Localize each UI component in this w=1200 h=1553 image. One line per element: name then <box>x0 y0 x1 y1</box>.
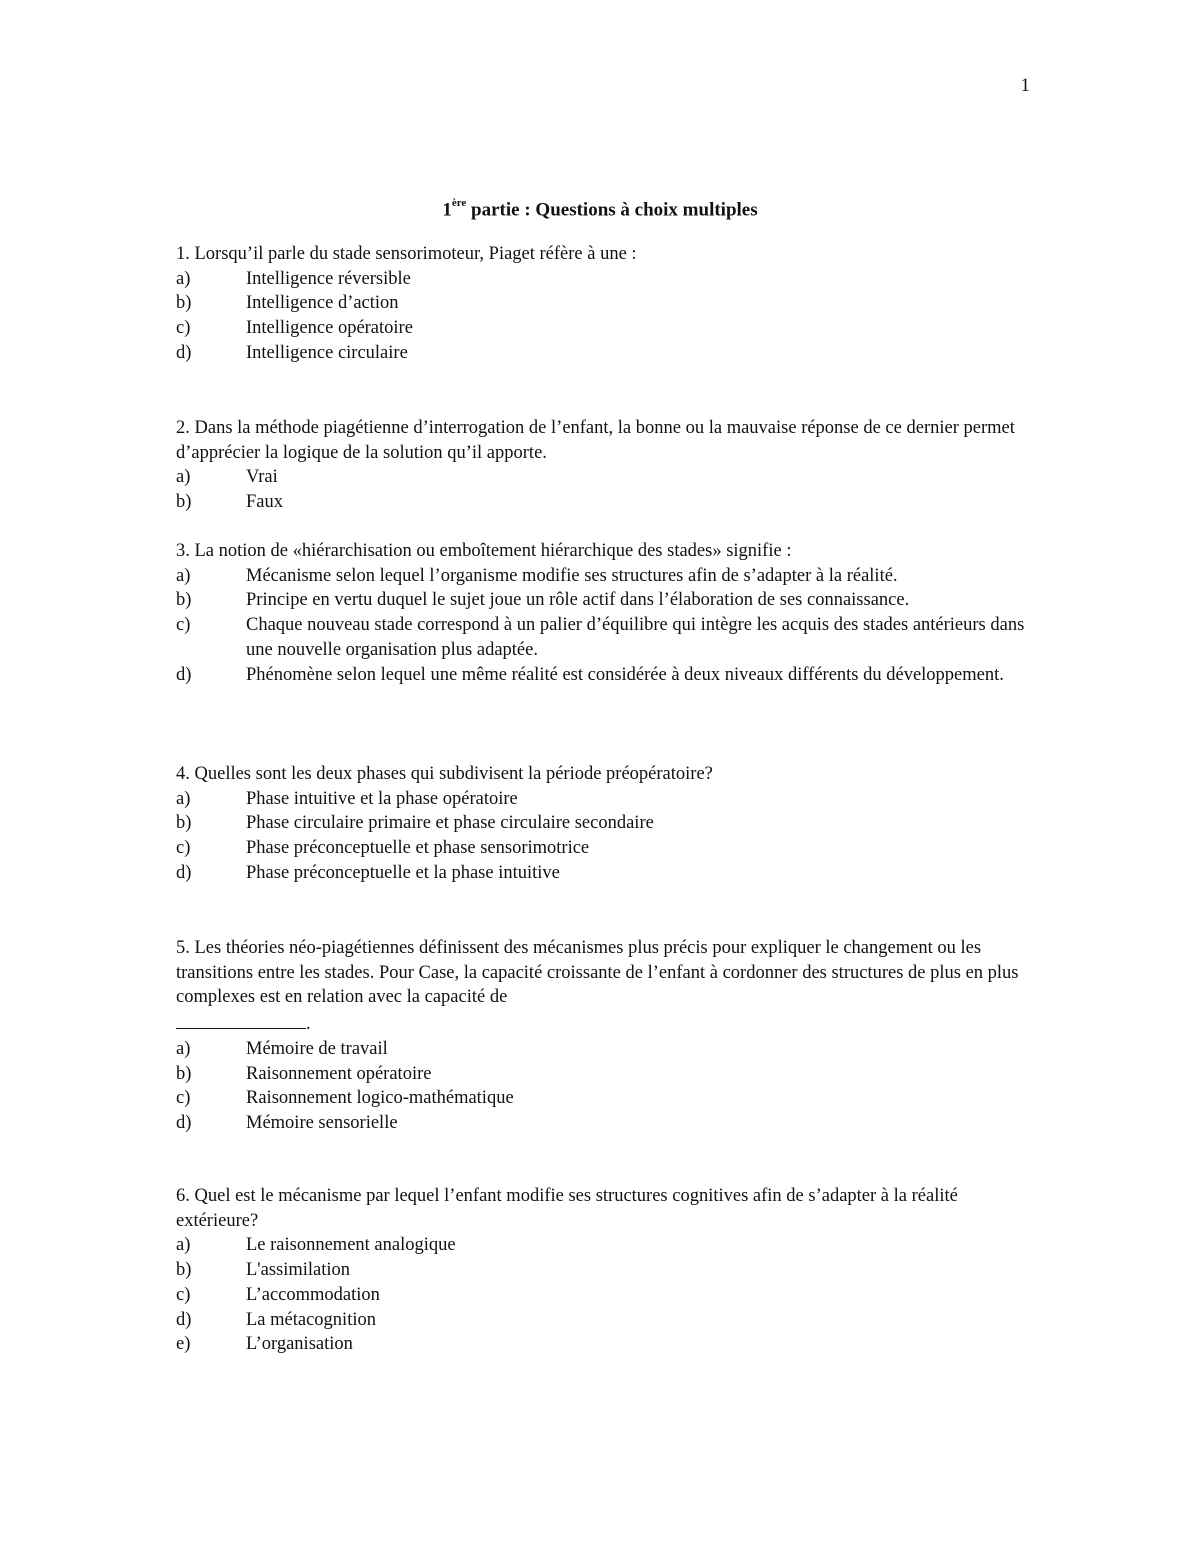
answer-option-d <box>176 1111 1036 1136</box>
question-2 <box>176 416 1036 515</box>
question-4 <box>176 762 1036 886</box>
answer-option-c <box>176 836 1036 861</box>
option-text: La métacognition <box>246 1309 376 1330</box>
option-letter: a) <box>176 268 191 289</box>
heading-superscript: ère <box>451 197 467 209</box>
option-text: Phénomène selon lequel une même réalité est considérée à deux niveaux différents du développement. <box>246 664 1004 685</box>
blank-suffix: . <box>306 1014 311 1035</box>
option-letter: d) <box>176 1112 192 1133</box>
option-letter: b) <box>176 1063 192 1084</box>
page-number: 1 <box>1020 75 1030 96</box>
answer-option-c <box>176 1283 1036 1308</box>
answer-option-b <box>176 811 1036 836</box>
option-letter: b) <box>176 1260 192 1281</box>
option-text: Phase préconceptuelle et phase sensorimotrice <box>246 838 590 859</box>
option-letter: c) <box>176 1088 191 1109</box>
option-text: Phase circulaire primaire et phase circulaire secondaire <box>246 813 654 834</box>
option-letter: a) <box>176 565 191 586</box>
option-letter: c) <box>176 1284 191 1305</box>
answer-option-b <box>176 490 1036 515</box>
answer-option-a <box>176 1037 1036 1062</box>
option-text: Chaque nouveau stade correspond à un palier d’équilibre qui intègre les acquis des stades antérieurs dans une nouvelle organisation plus adaptée. <box>246 615 1025 660</box>
answer-option-e <box>176 1332 1036 1357</box>
answer-option-c <box>176 613 1036 662</box>
option-text: Phase préconceptuelle et la phase intuitive <box>246 862 560 883</box>
option-text: Intelligence circulaire <box>246 342 408 363</box>
option-text: L'assimilation <box>246 1260 351 1281</box>
option-letter: c) <box>176 318 191 339</box>
heading-title: partie : Questions à choix multiples <box>466 199 758 221</box>
option-letter: a) <box>176 1235 191 1256</box>
answer-option-d <box>176 341 1036 366</box>
question-stem: 4. Quelles sont les deux phases qui subdivisent la période préopératoire? <box>176 764 713 784</box>
option-letter: a) <box>176 788 191 809</box>
option-letter: d) <box>176 1309 192 1330</box>
answer-option-a <box>176 267 1036 292</box>
option-letter: c) <box>176 615 191 636</box>
option-letter: c) <box>176 838 191 859</box>
answer-option-b <box>176 291 1036 316</box>
answer-option-b <box>176 1258 1036 1283</box>
heading-number: 1 <box>442 199 452 221</box>
option-letter: a) <box>176 1038 191 1059</box>
question-stem: 6. Quel est le mécanisme par lequel l’enfant modifie ses structures cognitives afin de s’adapter à la réalité extérieure? <box>176 1186 958 1231</box>
option-text: Principe en vertu duquel le sujet joue un rôle actif dans l’élaboration de ses connaissance. <box>246 590 910 611</box>
answer-option-d <box>176 663 1036 688</box>
answer-option-a <box>176 787 1036 812</box>
answer-option-a <box>176 564 1036 589</box>
answer-option-d <box>176 1308 1036 1333</box>
question-6 <box>176 1184 1036 1357</box>
answer-option-c <box>176 316 1036 341</box>
option-text: Intelligence opératoire <box>246 318 413 339</box>
option-letter: d) <box>176 342 192 363</box>
option-text: Phase intuitive et la phase opératoire <box>246 788 518 809</box>
answer-option-a <box>176 1233 1036 1258</box>
option-text: Le raisonnement analogique <box>246 1235 456 1256</box>
option-text: Raisonnement logico-mathématique <box>246 1088 514 1109</box>
question-5 <box>176 936 1036 1136</box>
question-1 <box>176 242 1036 366</box>
fill-in-blank <box>176 1010 306 1029</box>
answer-option-c <box>176 1086 1036 1111</box>
question-stem: 1. Lorsqu’il parle du stade sensorimoteur, Piaget réfère à une : <box>176 244 637 264</box>
option-text: Faux <box>246 492 283 513</box>
answer-option-a <box>176 465 1036 490</box>
option-letter: b) <box>176 813 192 834</box>
option-text: Mécanisme selon lequel l’organisme modifie ses structures afin de s’adapter à la réalité. <box>246 565 898 586</box>
option-text: Mémoire sensorielle <box>246 1112 398 1133</box>
question-stem: 5. Les théories néo-piagétiennes définissent des mécanismes plus précis pour expliquer le changement ou les transitions entre les stades. Pour Case, la capacité croissante de l’enfant à cordonner des structures de plus en plus complexes est en relation avec la capacité de <box>176 938 1019 1008</box>
question-stem: 3. La notion de «hiérarchisation ou emboîtement hiérarchique des stades» signifie : <box>176 541 792 561</box>
option-letter: a) <box>176 467 191 488</box>
option-text: L’accommodation <box>246 1284 380 1305</box>
section-heading <box>0 192 1200 223</box>
option-text: Intelligence réversible <box>246 268 411 289</box>
option-text: Vrai <box>246 467 278 488</box>
option-text: Mémoire de travail <box>246 1038 388 1059</box>
option-letter: d) <box>176 664 192 685</box>
option-letter: e) <box>176 1334 191 1355</box>
option-text: Intelligence d’action <box>246 293 399 314</box>
answer-option-d <box>176 861 1036 886</box>
answer-option-b <box>176 588 1036 613</box>
question-3 <box>176 539 1036 687</box>
question-stem: 2. Dans la méthode piagétienne d’interrogation de l’enfant, la bonne ou la mauvaise réponse de ce dernier permet d’apprécier la logique de la solution qu’il apporte. <box>176 418 1015 463</box>
option-text: L’organisation <box>246 1334 353 1355</box>
option-letter: d) <box>176 862 192 883</box>
option-letter: b) <box>176 293 192 314</box>
answer-blank-line <box>176 1010 1036 1037</box>
option-text: Raisonnement opératoire <box>246 1063 432 1084</box>
answer-option-b <box>176 1062 1036 1087</box>
option-letter: b) <box>176 590 192 611</box>
option-letter: b) <box>176 492 192 513</box>
